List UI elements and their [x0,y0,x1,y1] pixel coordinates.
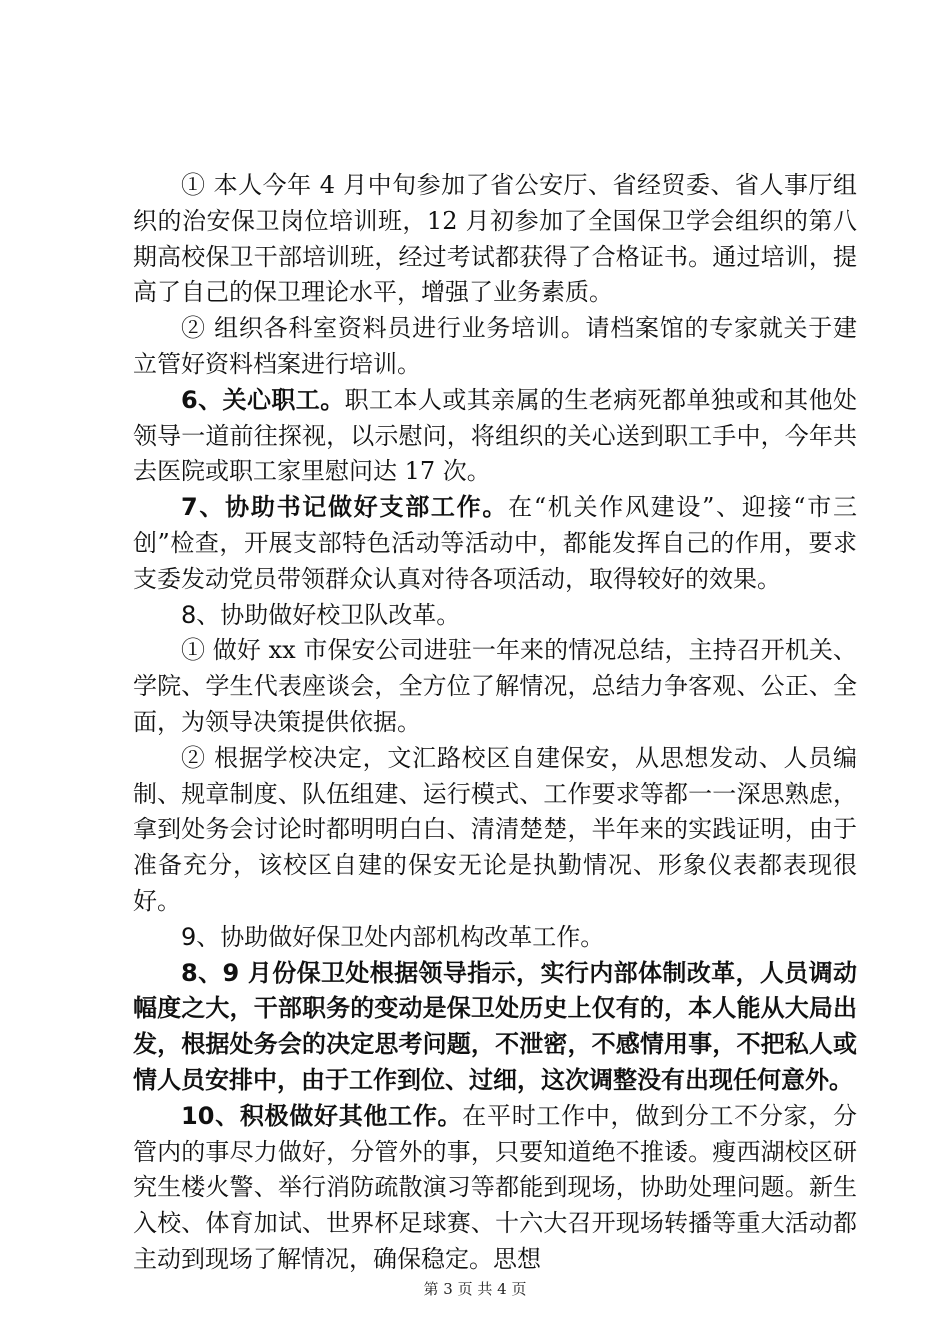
paragraph-text: 8、协助做好校卫队改革。 [181,600,461,629]
paragraph-heading: 7、协助书记做好支部工作。 [181,493,509,522]
paragraph-heading: 10、积极做好其他工作。 [181,1101,463,1130]
paragraph-heading-internal-reform [133,920,857,956]
paragraph-text: ② 组织各科室资料员进行业务培训。请档案馆的专家就关于建立管好资料档案进行培训。 [133,314,857,378]
paragraph-text: 8、9 月份保卫处根据领导指示，实行内部体制改革，人员调动幅度之大，干部职务的变动是保卫处历史上仅有的，本人能从大局出发，根据处务会的决定思考问题，不泄密，不感情用事，不把私人或情人员安排中，由于工作到位、过细，这次调整没有出现任何意外。 [133,958,857,1094]
paragraph-training-1 [133,168,857,311]
paragraph-guard-reform-2 [133,741,857,920]
paragraph-heading-guard-reform [133,598,857,634]
document-body [133,168,857,1278]
page-footer: 第 3 页 共 4 页 [423,1280,527,1298]
paragraph-guard-reform-1 [133,633,857,740]
paragraph-text: 在平时工作中，做到分工不分家，分管内的事尽力做好，分管外的事，只要知道绝不推诿。瘦西湖校区研究生楼火警、举行消防疏散演习等都能到现场，协助处理问题。新生入校、体育加试、世界杯足球赛、十六大召开现场转播等重大活动都主动到现场了解情况，确保稳定。思想 [133,1101,857,1273]
paragraph-text: ① 本人今年 4 月中旬参加了省公安厅、省经贸委、省人事厅组织的治安保卫岗位培训班，12 月初参加了全国保卫学会组织的第八期高校保卫干部培训班，经过考试都获得了合格证书。通过培训，提高了自己的保卫理论水平，增强了业务素质。 [133,171,857,307]
paragraph-text: 职工本人或其亲属的生老病死都单独或和其他处领导一道前往探视，以示慰问，将组织的关心送到职工手中，今年共去医院或职工家里慰问达 17 次。 [133,385,858,486]
paragraph-text: 9、协助做好保卫处内部机构改革工作。 [181,922,605,951]
paragraph-internal-reform [133,956,857,1099]
paragraph-text: ② 根据学校决定，文汇路校区自建保安，从思想发动、人员编制、规章制度、队伍组建、运行模式、工作要求等都一一深思熟虑，拿到处务会讨论时都明明白白、清清楚楚，半年来的实践证明，由于准备充分，该校区自建的保安无论是执勤情况、形象仪表都表现很好。 [133,743,857,915]
paragraph-heading: 6、关心职工。 [181,385,345,414]
paragraph-training-2 [133,311,857,383]
paragraph-care-staff [133,383,857,490]
paragraph-assist-secretary [133,490,857,597]
paragraph-text: ① 做好 xx 市保安公司进驻一年来的情况总结，主持召开机关、学院、学生代表座谈会，全方位了解情况，总结力争客观、公正、全面，为领导决策提供依据。 [133,636,857,736]
paragraph-other-work [133,1099,857,1278]
paragraph-text: 在“机关作风建设”、迎接“市三创”检查，开展支部特色活动等活动中，都能发挥自己的作用，要求支委发动党员带领群众认真对待各项活动，取得较好的效果。 [133,493,858,593]
